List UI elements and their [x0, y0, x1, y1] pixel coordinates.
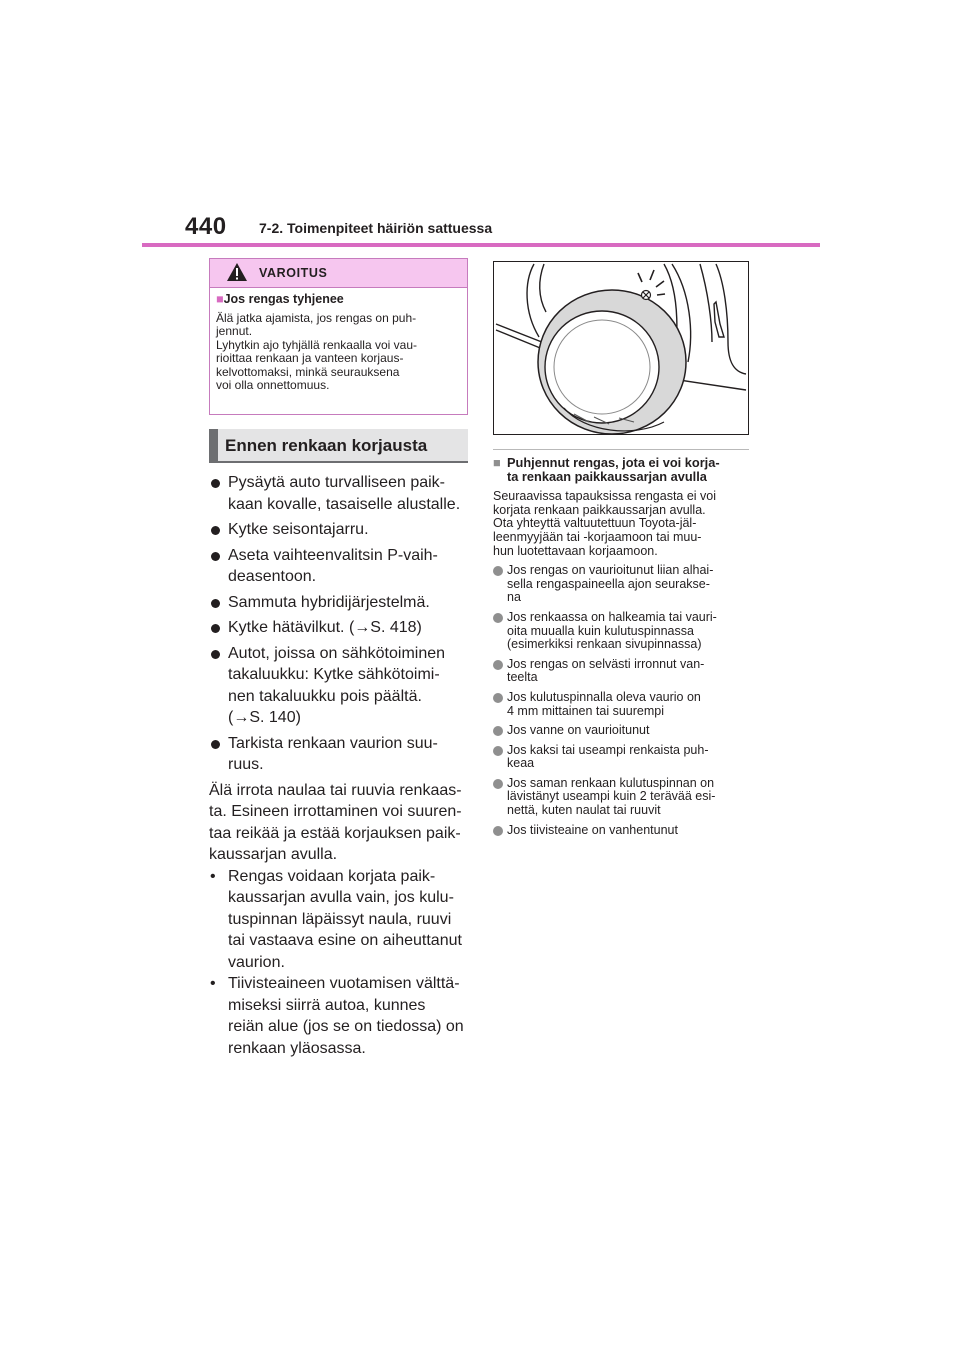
intro-line: korjata renkaan paikkaussarjan avulla.	[493, 502, 706, 517]
circle-bullet-icon	[493, 693, 503, 703]
damage-line: keaa	[507, 756, 535, 771]
damage-line: (esimerkiksi renkaan sivupinnassa)	[507, 637, 702, 652]
step-line: Sammuta hybridijärjestelmä.	[228, 593, 430, 611]
right-heading-line: Puhjennut rengas, jota ei voi korja-	[507, 455, 720, 470]
step-item	[209, 617, 471, 639]
sub-bullet-marker: •	[210, 975, 216, 992]
sub-bullet-list	[209, 866, 471, 1060]
sub-bullet-line: miseksi siirrä autoa, kunnes	[228, 996, 426, 1014]
step-item	[209, 592, 471, 614]
step-line: ruus.	[228, 756, 264, 773]
sub-bullet-line: tai vastaava esine on aiheuttanut	[228, 932, 462, 949]
damage-item	[493, 611, 751, 652]
step-item	[209, 545, 471, 588]
paragraph-line: ta. Esineen irrottaminen voi suuren-	[209, 803, 462, 820]
step-item	[209, 472, 471, 515]
step-item	[209, 519, 471, 541]
warning-title: VAROITUS	[259, 266, 328, 280]
circle-bullet-icon	[493, 566, 503, 576]
sub-bullet-marker: •	[210, 867, 216, 885]
sub-bullet-item	[209, 973, 471, 1059]
circle-bullet-icon	[493, 613, 503, 623]
damage-item	[493, 658, 751, 685]
section-heading-text: Ennen renkaan korjausta	[225, 436, 428, 455]
illustration-rule	[493, 449, 749, 450]
tire-with-nail-icon	[494, 262, 748, 434]
sub-bullet-line: Rengas voidaan korjata paik-	[228, 867, 436, 885]
damage-line: Jos vanne on vaurioitunut	[507, 723, 650, 738]
warning-subhead-text: Jos rengas tyhjenee	[223, 292, 344, 306]
paragraph-line: taa reikää ja estää korjauksen paik-	[209, 824, 461, 842]
warning-line: kelvottomaksi, minkä seurauksena	[216, 364, 400, 379]
warning-line: jennut.	[216, 324, 253, 338]
damage-line: Jos renkaassa on halkeamia tai vauri-	[507, 609, 717, 624]
warning-line: Älä jatka ajamista, jos rengas on puh-	[216, 310, 417, 325]
circle-bullet-icon	[493, 660, 503, 670]
section-title: 7-2. Toimenpiteet häiriön sattuessa	[259, 220, 493, 236]
bullet-dot-icon	[211, 526, 220, 535]
circle-bullet-icon	[493, 746, 503, 756]
sub-bullet-line: reiän alue (jos se on tiedossa) on	[228, 1018, 464, 1035]
step-line: Kytke hätävilkut. (→S. 418)	[228, 619, 422, 636]
warning-line: Lyhytkin ajo tyhjällä renkaalla voi vau-	[216, 337, 417, 352]
section-heading	[209, 429, 468, 463]
damage-line: teelta	[507, 670, 538, 685]
square-bullet-icon: ■	[493, 455, 501, 470]
damage-item	[493, 777, 751, 818]
paragraph-line: kaussarjan avulla.	[209, 846, 338, 863]
damage-item	[493, 744, 751, 771]
bullet-dot-icon	[211, 599, 220, 608]
bullet-dot-icon	[211, 479, 220, 488]
damage-line: Jos saman renkaan kulutuspinnan on	[507, 775, 715, 790]
step-list	[209, 472, 471, 776]
step-item	[209, 643, 471, 729]
sub-bullet-line: kaussarjan avulla vain, jos kulu-	[228, 889, 454, 906]
damage-line: sella rengaspaineella ajon seurakse-	[507, 576, 710, 591]
sub-bullet-line: Tiivisteaineen vuotamisen välttä-	[228, 975, 460, 992]
damage-line: oita muualla kuin kulutuspinnassa	[507, 623, 694, 638]
bullet-dot-icon	[211, 650, 220, 659]
step-line: kaan kovalle, tasaiselle alustalle.	[228, 495, 461, 513]
right-intro	[493, 490, 751, 558]
warning-text	[216, 312, 461, 393]
circle-bullet-icon	[493, 826, 503, 836]
sub-bullet-line: vaurion.	[228, 953, 285, 971]
nail-paragraph	[209, 780, 471, 866]
step-line: deasentoon.	[228, 568, 317, 585]
damage-line: Jos kaksi tai useampi renkaista puh-	[507, 742, 709, 757]
damage-line: Jos kulutuspinnalla oleva vaurio on	[507, 689, 701, 704]
right-heading	[493, 456, 751, 483]
circle-bullet-icon	[493, 779, 503, 789]
damage-list	[493, 564, 751, 837]
damage-line: Jos tiivisteaine on vanhentunut	[507, 822, 678, 837]
paragraph-line: Älä irrota naulaa tai ruuvia renkaas-	[209, 781, 462, 799]
damage-line: Jos rengas on vaurioitunut liian alhai-	[507, 563, 714, 578]
right-heading-line: ta renkaan paikkaussarjan avulla	[507, 468, 707, 484]
sub-bullet-line: renkaan yläosassa.	[228, 1039, 366, 1057]
damage-line: lävistänyt useampi kuin 2 terävää esi-	[507, 789, 716, 804]
intro-line: leenmyyjään tai -korjaamoon tai muu-	[493, 529, 702, 544]
section-heading-bar	[209, 429, 218, 463]
damage-item	[493, 724, 751, 738]
intro-line: Ota yhteyttä valtuutettuun Toyota-jäl-	[493, 516, 697, 531]
damage-line: Jos rengas on selvästi irronnut van-	[507, 656, 705, 671]
step-line: takaluukku: Kytke sähkötoimi-	[228, 666, 440, 683]
step-item	[209, 733, 471, 776]
damage-item	[493, 564, 751, 605]
bullet-dot-icon	[211, 552, 220, 561]
step-line: (→S. 140)	[228, 709, 301, 726]
warning-body	[210, 288, 467, 393]
right-heading-text	[507, 456, 751, 483]
circle-bullet-icon	[493, 726, 503, 736]
damage-line: nettä, kuten naulat tai ruuvit	[507, 803, 661, 818]
intro-line: hun luotettavaan korjaamoon.	[493, 543, 658, 558]
bullet-dot-icon	[211, 624, 220, 633]
damage-line: na	[507, 590, 521, 605]
warning-header	[210, 259, 467, 288]
step-line: Aseta vaihteenvalitsin P-vaih-	[228, 546, 438, 564]
bullet-dot-icon	[211, 740, 220, 749]
warning-line: voi olla onnettomuus.	[216, 378, 330, 392]
step-line: Kytke seisontajarru.	[228, 521, 369, 538]
header-rule	[142, 243, 820, 247]
step-line: Autot, joissa on sähkötoiminen	[228, 644, 446, 662]
step-line: nen takaluukku pois päältä.	[228, 687, 422, 705]
warning-line: rioittaa renkaan ja vanteen korjaus-	[216, 351, 404, 365]
damage-line: 4 mm mittainen tai suurempi	[507, 703, 665, 718]
warning-subhead	[216, 293, 461, 307]
warning-box	[209, 258, 468, 415]
square-bullet-icon: ■	[216, 292, 224, 306]
right-column	[493, 456, 751, 837]
sub-bullet-line: tuspinnan läpäissyt naula, ruuvi	[228, 910, 452, 928]
damage-item	[493, 824, 751, 838]
sub-bullet-item	[209, 866, 471, 974]
step-line: Tarkista renkaan vaurion suu-	[228, 734, 438, 752]
page-number: 440	[185, 213, 227, 240]
left-column	[209, 472, 471, 1059]
step-line: Pysäytä auto turvalliseen paik-	[228, 474, 445, 491]
warning-triangle-icon	[226, 262, 248, 282]
tire-illustration	[493, 261, 749, 435]
intro-line: Seuraavissa tapauksissa rengasta ei voi	[493, 489, 717, 504]
damage-item	[493, 691, 751, 718]
